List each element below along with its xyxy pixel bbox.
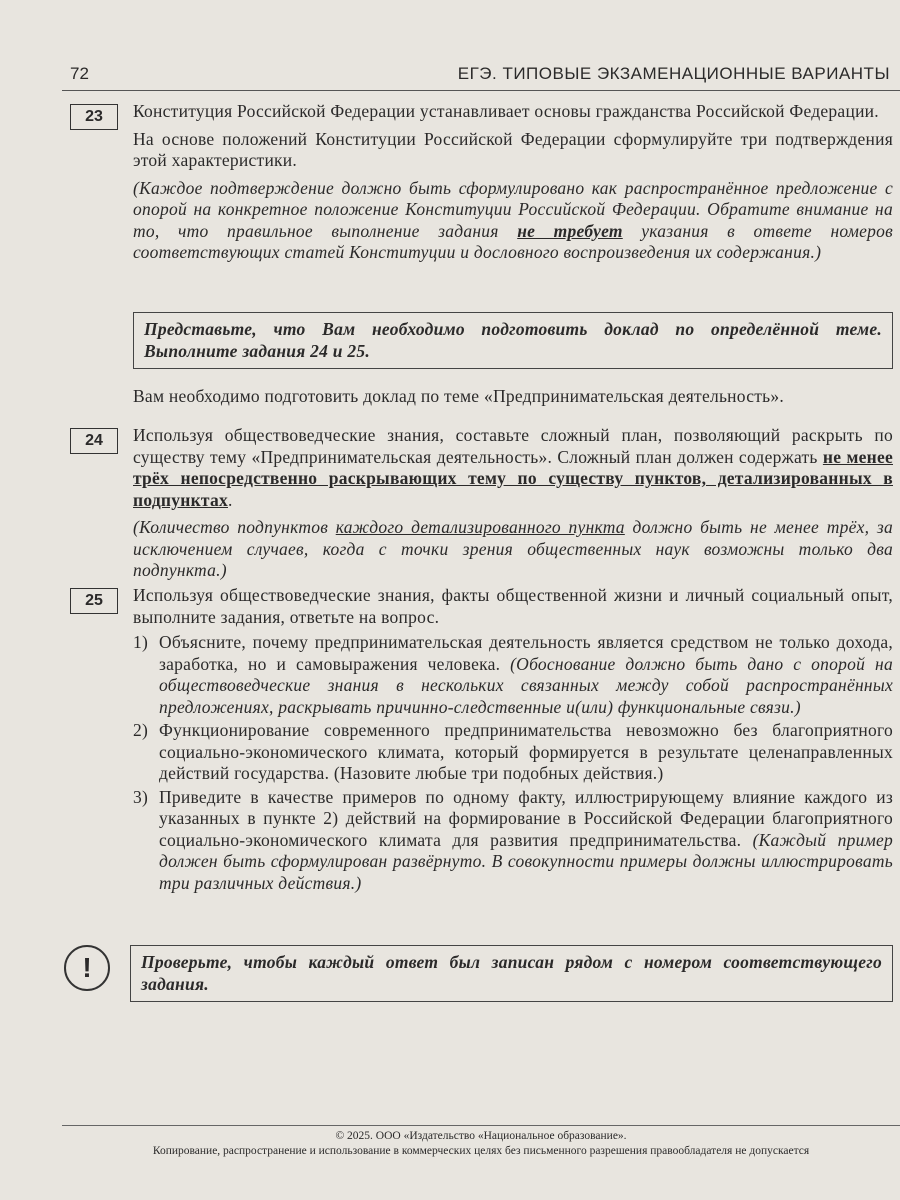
- note-emphasis: не требует: [517, 220, 623, 241]
- text-part: Используя обществоведческие знания, составьте сложный план, позволяющий раскрыть по существу тему «Предпринимательская деятельность». Сложный план должен содержать: [133, 425, 893, 467]
- note-part: должно быть не менее трёх, за исключением случаев, когда с точки зрения общественных наук возможны только два подпункта.): [133, 517, 893, 580]
- task-23-p2: На основе положений Конституции Российской Федерации сформулируйте три подтверждения этой характеристики.: [133, 128, 893, 170]
- item-number: 2): [133, 720, 149, 740]
- task-24-text: [133, 425, 893, 588]
- list-item: [133, 632, 893, 718]
- list-item: [133, 720, 893, 785]
- task-24-note: [133, 517, 893, 582]
- item-note: (Каждый пример должен быть сформулирован развёрнуто. В совокупности примеры должны иллюстрировать три различных действия.): [159, 829, 894, 893]
- item-text: Приведите в качестве примеров по одному факту, иллюстрирующему влияние каждого из указанных в пункте 2) действий на формирование в Российской Федерации благоприятного социально-экономического климата для развития предпринимательства.: [159, 786, 893, 850]
- task-25-list: [133, 632, 893, 894]
- warning-box: Проверьте, чтобы каждый ответ был записан рядом с номером соответствующего задания.: [130, 945, 893, 1002]
- footer-copyright: © 2025. ООО «Издательство «Национальное образование».: [335, 1130, 627, 1142]
- task-23-note: [133, 178, 893, 264]
- item-number: 3): [133, 786, 149, 807]
- topic-line: Вам необходимо подготовить доклад по теме «Предпринимательская деятельность».: [133, 386, 784, 406]
- task-24-p1: [133, 425, 893, 511]
- header-divider: [62, 90, 900, 91]
- footer-divider: [62, 1125, 900, 1126]
- task-number-24: 24: [70, 428, 118, 454]
- task-number-23: 23: [70, 104, 118, 130]
- task-23-p1: Конституция Российской Федерации устанавливает основы гражданства Российской Федерации.: [133, 101, 879, 121]
- item-text: Функционирование современного предпринимательства невозможно без благоприятного социально-экономического климата, который формируется в результате целенаправленных действий государства. (Назовите любые три подобных действия.): [159, 720, 893, 783]
- item-number: 1): [133, 632, 149, 652]
- instruction-box: Представьте, что Вам необходимо подготовить доклад по определённой теме. Выполните задания 24 и 25.: [133, 312, 893, 369]
- task-25-intro: Используя обществоведческие знания, факты общественной жизни и личный социальный опыт, выполните задания, ответьте на вопрос.: [133, 585, 893, 627]
- page-number: 72: [70, 64, 89, 83]
- note-emphasis: каждого детализированного пункта: [335, 517, 625, 537]
- note-part: указания в ответе номеров соответствующих статей Конституции и дословного воспроизведения их содержания.): [133, 220, 893, 262]
- task-23-text: [133, 101, 893, 270]
- footer-notice: Копирование, распространение и использование в коммерческих целях без письменного разрешения правообладателя не допускается: [152, 1145, 810, 1157]
- text-emphasis: не менее трёх непосредственно раскрывающих тему по существу пунктов, детализированных в подпунктах: [133, 446, 893, 510]
- item-note: (Обоснование должно быть дано с опорой на обществоведческие знания в нескольких связанных между собой распространённых предложениях, раскрывать причинно-следственные и(или) функциональные связи.): [159, 653, 893, 717]
- item-text: Объясните, почему предпринимательская деятельность является средством не только дохода, заработка, но и самовыражения человека.: [159, 632, 893, 674]
- task-number-25: 25: [70, 588, 118, 614]
- note-part: (Каждое подтверждение должно быть сформулировано как распространённое предложение с опорой на конкретное положение Конституции Российской Федерации. Обратите внимание на то, что правильное выполнение задания: [133, 177, 893, 241]
- note-part: (Количество подпунктов: [133, 517, 336, 537]
- text-part: .: [228, 489, 233, 510]
- task-25-text: [133, 585, 893, 896]
- running-title: ЕГЭ. ТИПОВЫЕ ЭКЗАМЕНАЦИОННЫЕ ВАРИАНТЫ: [457, 64, 890, 83]
- exclamation-icon: !: [64, 945, 110, 991]
- list-item: [133, 787, 893, 895]
